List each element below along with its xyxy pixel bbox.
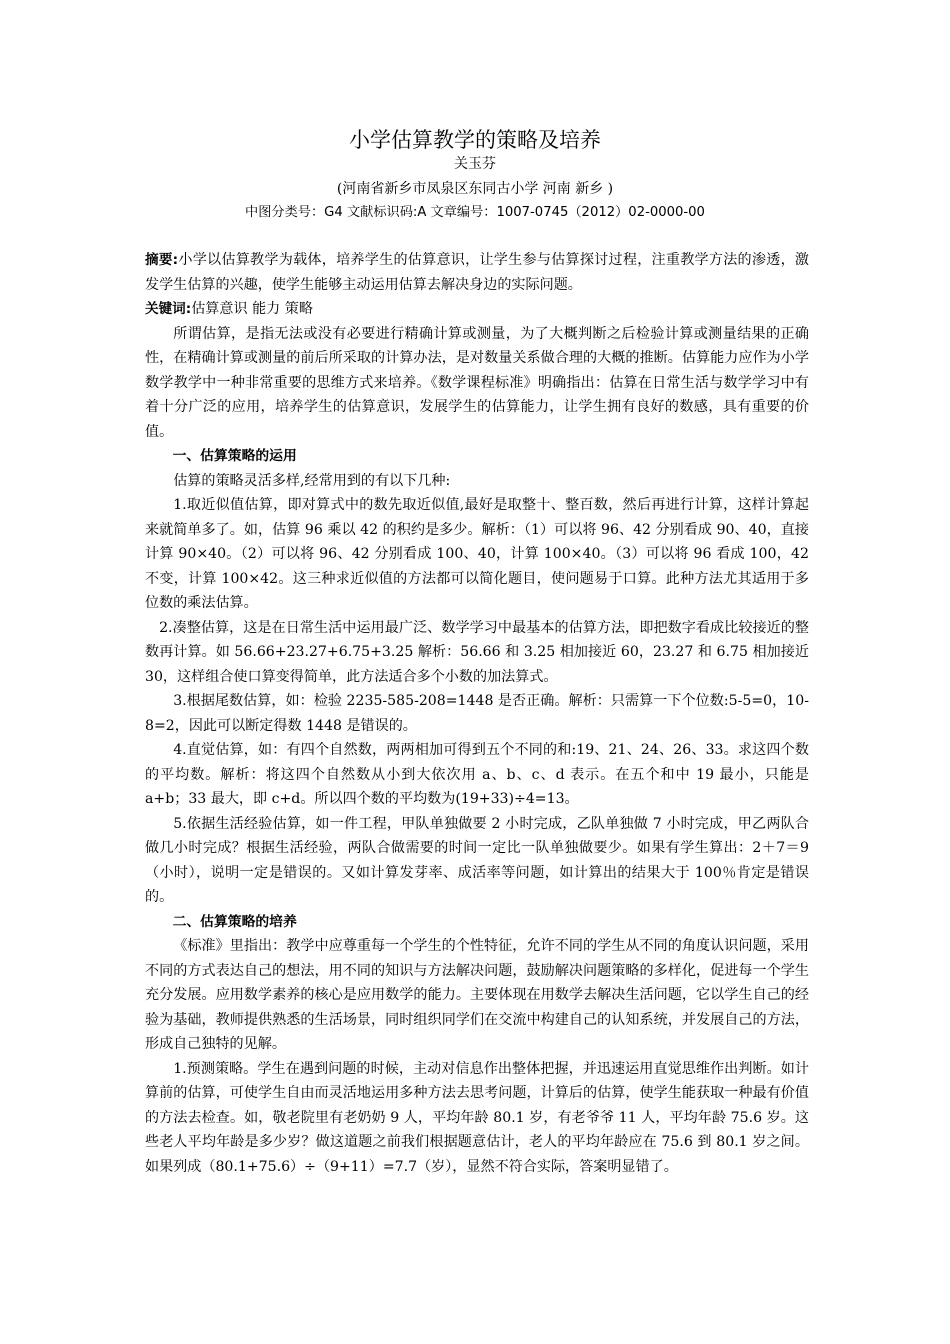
section-heading-1: 一、估算策略的运用 xyxy=(172,448,297,464)
author-affiliation: (河南省新乡市凤泉区东同古小学 河南 新乡 ) xyxy=(336,181,614,197)
section1-item-3: 3.根据尾数估算，如：检验 2235-585-208=1448 是否正确。解析：只需算一下个位数:5-5=0，10-8=2，因此可以断定得数 1448 是错误的。 xyxy=(145,693,809,734)
abstract-text: 小学以估算教学为载体，培养学生的估算意识，让学生参与估算探讨过程，注重教学方法的渗透，激发学生估算的兴趣，使学生能够主动运用估算去解决身边的实际问题。 xyxy=(145,252,810,293)
section2-item-1: 1.预测策略。学生在遇到问题的时候，主动对信息作出整体把握，并迅速运用直觉思维作出判断。如计算前的估算，可使学生自由而灵活地运用多种方法去思考问题，计算后的估算，使学生能获取一种最有价值的方法去检查。如，敬老院里有老奶奶 9 人，平均年龄 80.1 岁，有老爷爷 11 人，平均年龄 75.6 岁。这些老人平均年龄是多少岁？做这道题之前我们根据题意估计，老人的平均年龄应在 75.6 到 80.1 岁之间。如果列成（80.1+75.6）÷（9+11）=7.7（岁），显然不符合实际，答案明显错了。 xyxy=(145,1060,809,1175)
keywords xyxy=(145,297,809,322)
section1-intro: 估算的策略灵活多样,经常用到的有以下几种: xyxy=(173,472,451,489)
section1-item-1: 1.取近似值估算，即对算式中的数先取近似值,最好是取整十、整百数，然后再进行计算，这样计算起来就简单多了。如，估算 96 乘以 42 的积约是多少。解析：（1）可以将 96、42 分别看成 90、40，直接计算 90×40。（2）可以将 96、42 分别看成 100、40，计算 100×40。（3）可以将 96 看成 100，42 不变，计算 100×42。这三种求近似值的方法都可以简化题目，使问题易于口算。此种方法尤其适用于多位数的乘法估算。 xyxy=(145,497,809,611)
keywords-text: 估算意识 能力 策略 xyxy=(191,301,313,317)
abstract-label: 摘要: xyxy=(145,252,179,268)
section-heading-2: 二、估算策略的培养 xyxy=(172,913,297,930)
author-name: 关玉芬 xyxy=(454,156,496,172)
article-title: 小学估算教学的策略及培养 xyxy=(349,128,601,152)
section1-item-5: 5.依据生活经验估算，如一件工程，甲队单独做要 2 小时完成，乙队单独做 7 小时完成，甲乙两队合做几小时完成？根据生活经验，两队合做需要的时间一定比一队单独做要少。如果有学生算出：2＋7＝9（小时），说明一定是错误的。又如计算发芽率、成活率等问题，如计算出的结果大于 100％肯定是错误的。 xyxy=(145,815,809,905)
keywords-label: 关键词: xyxy=(145,301,192,317)
article-body xyxy=(145,248,809,1179)
classification-line: 中图分类号：G4 文献标识码:A 文章编号：1007-0745（2012）02-0000-00 xyxy=(245,205,705,220)
abstract xyxy=(145,248,809,297)
section1-item-4: 4.直觉估算，如：有四个自然数，两两相加可得到五个不同的和:19、21、24、26、33。求这四个数的平均数。解析：将这四个自然数从小到大依次用 a、b、c、d 表示。在五个和中 19 最小，只能是 a+b；33 最大，即 c+d。所以四个数的平均数为(19+33)÷4=13。 xyxy=(145,742,809,807)
section2-intro: 《标准》里指出：教学中应尊重每一个学生的个性特征，允许不同的学生从不同的角度认识问题，采用不同的方式表达自己的想法，用不同的知识与方法解决问题，鼓励解决问题策略的多样化，促进每一个学生充分发展。应用数学素养的核心是应用数学的能力。主要体现在用数学去解决生活问题，它以学生自己的经验为基础，教师提供熟悉的生活场景，同时组织同学们在交流中构建自己的认知系统，并发展自己的方法，形成自己独特的见解。 xyxy=(145,938,809,1052)
section1-item-2: 2.凑整估算，这是在日常生活中运用最广泛、数学学习中最基本的估算方法，即把数字看成比较接近的整数再计算。如 56.66+23.27+6.75+3.25 解析：56.66 和 3.25 相加接近 60，23.27 和 6.75 相加接近 30，这样组合使口算变得简单，此方法适合多个小数的加法算式。 xyxy=(145,619,809,685)
intro-paragraph: 所谓估算，是指无法或没有必要进行精确计算或测量，为了大概判断之后检验计算或测量结果的正确性，在精确计算或测量的前后所采取的计算办法，是对数量关系做合理的大概的推断。估算能力应作为小学数学教学中一种非常重要的思维方式来培养。《数学课程标准》明确指出：估算在日常生活与数学学习中有着十分广泛的应用，培养学生的估算意识，发展学生的估算能力，让学生拥有良好的数感，具有重要的价值。 xyxy=(145,325,809,440)
